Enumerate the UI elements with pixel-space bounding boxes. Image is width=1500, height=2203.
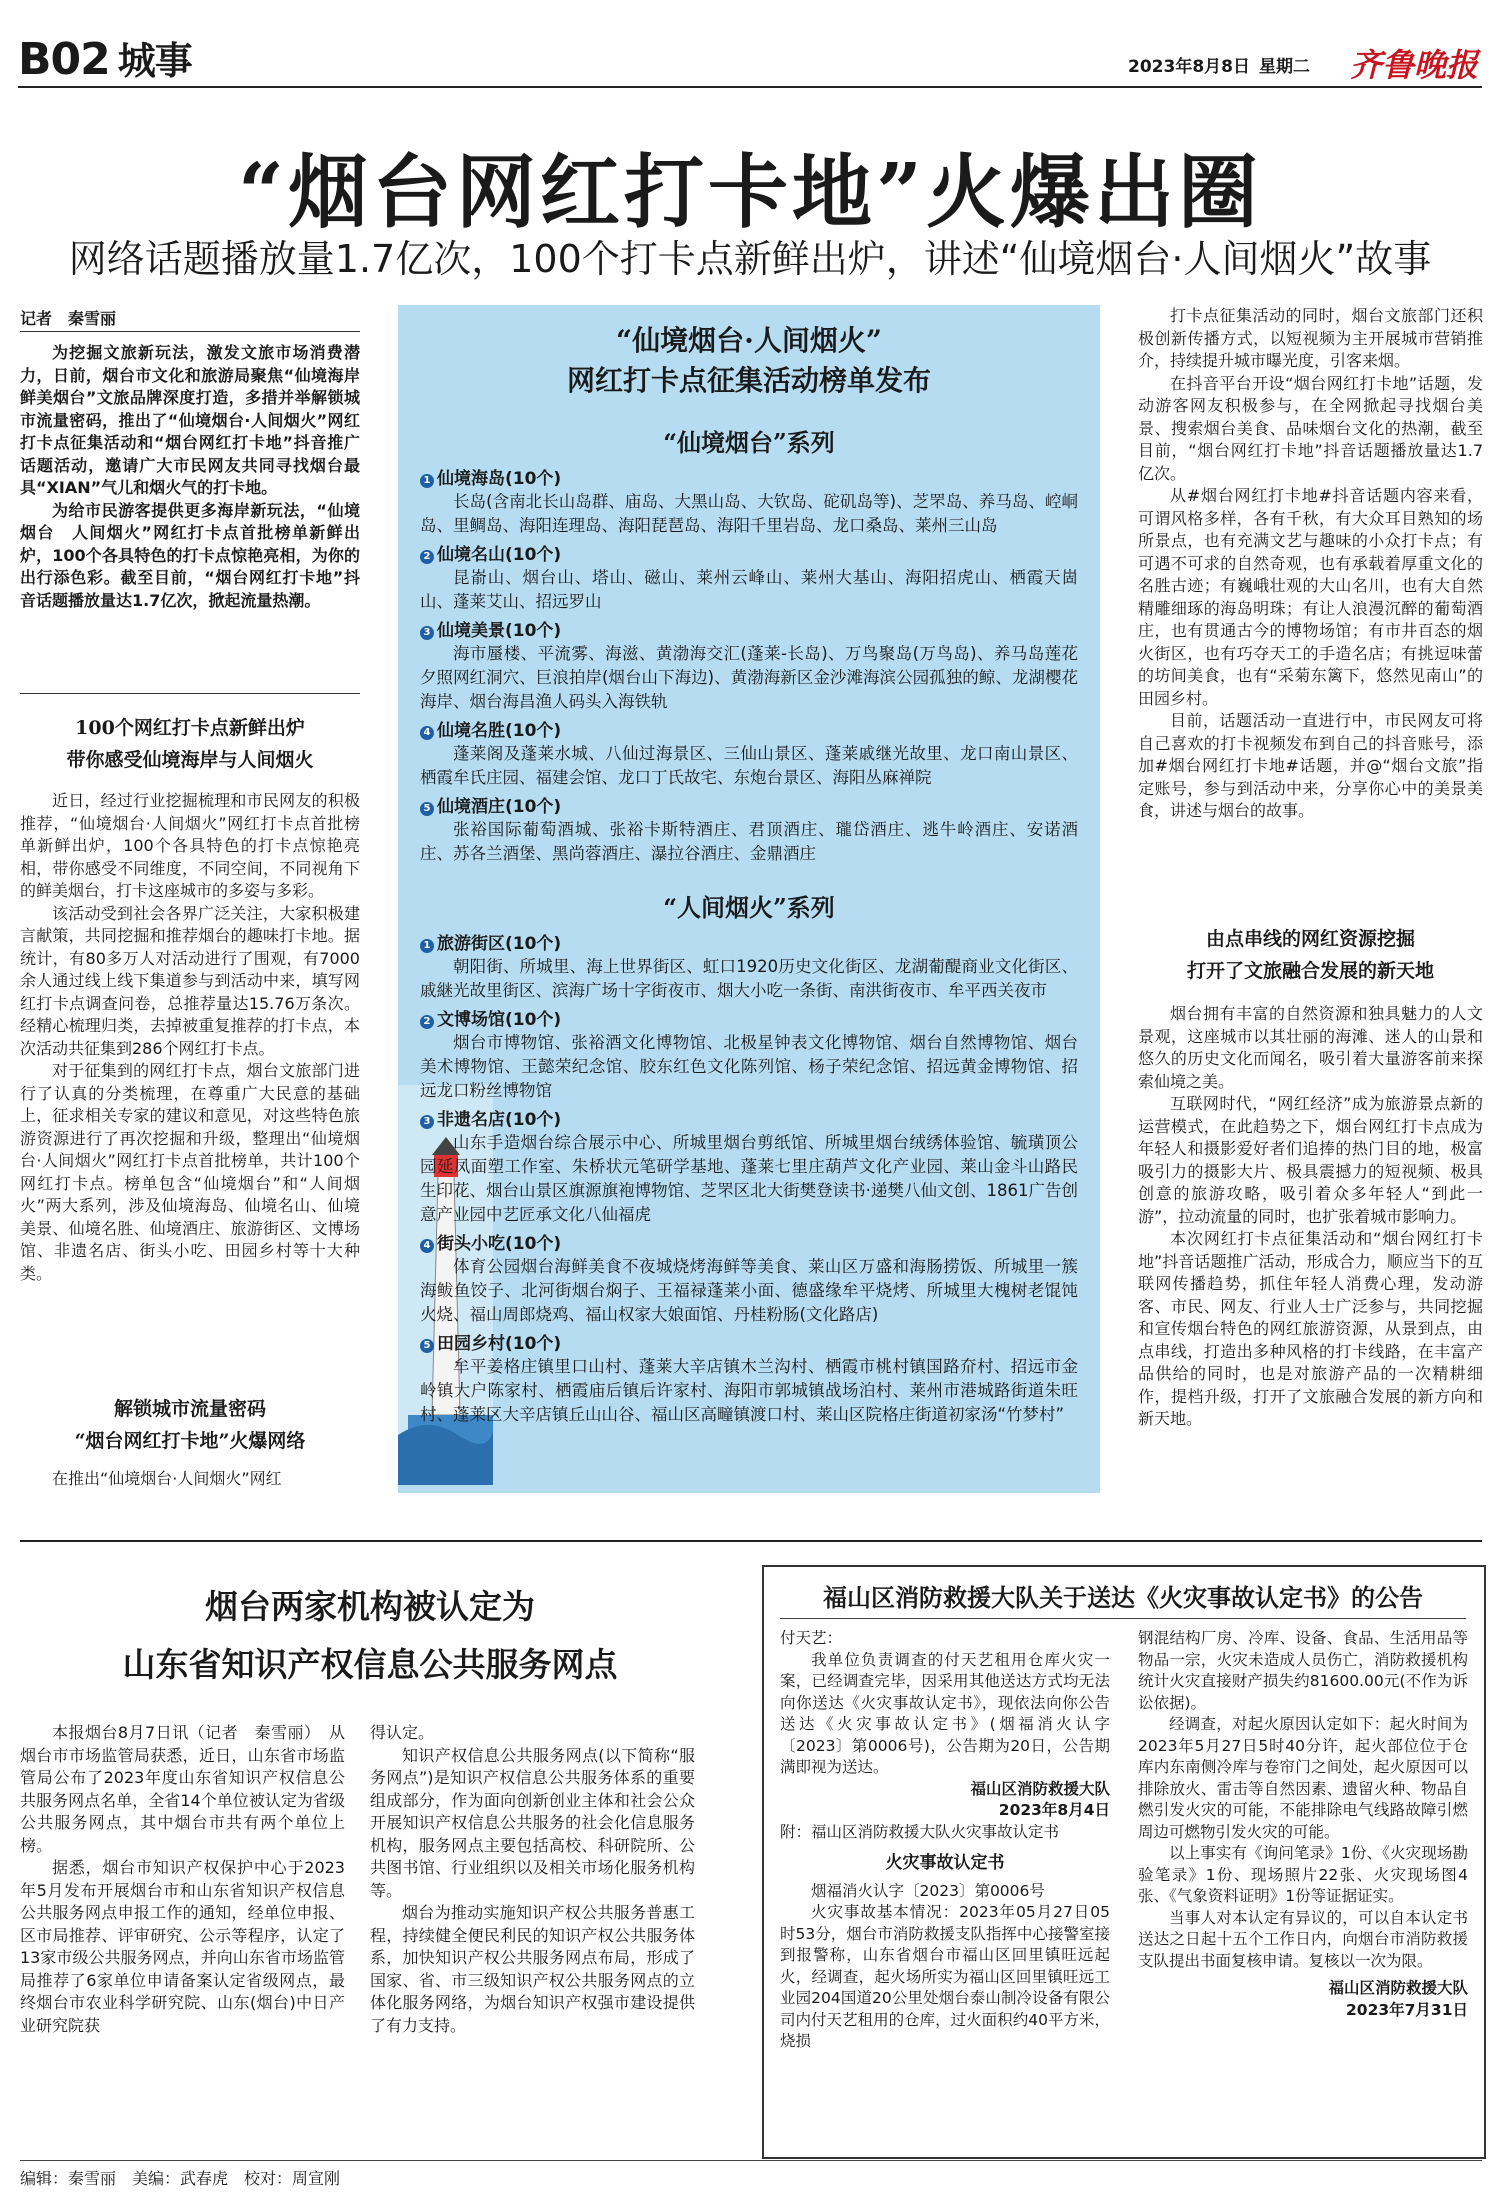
notice-p1: 我单位负责调查的付天艺租用仓库火灾一案，已经调查完毕，因采用其他送达方式均无法向你送达《火灾事故认定书》，现依法向你公告送达《火灾事故认定书》(烟福消火认字〔2023〕第0006号)，公告期为20日，公告期满即视为送达。 (780, 1650, 1110, 1776)
fire-notice-col1 (780, 1628, 1110, 2053)
lead-p1: 为挖掘文旅新玩法，激发文旅市场消费潜力，日前，烟台市文化和旅游局聚焦“仙境海岸 鲜美烟台”文旅品牌深度打造，多措并举解锁城市流量密码，推出了“仙境烟台·人间烟火”网红打卡点征集活动和“烟台网红打卡地”抖音推广话题活动，邀请广大市民网友共同寻找烟台最具“XIAN”气儿和烟火气的打卡地。 (20, 343, 377, 497)
subhead-1 (20, 712, 360, 776)
ip-article-title (20, 1578, 720, 1694)
footer-credits: 编辑：秦雪丽 美编：武春虎 校对：周宣刚 (20, 2169, 341, 2188)
body-left-2: 在推出“仙境烟台·人间烟火”网红 (52, 1469, 282, 1488)
number-bullet-icon: 2 (420, 1015, 434, 1029)
category-heading (420, 933, 1078, 955)
header-rule (18, 86, 1482, 88)
newspaper-logo: 齐鲁晚报 (1349, 46, 1478, 84)
subhead-right (1138, 923, 1483, 987)
body-left-p3: 对于征集到的网红打卡点，烟台文旅部门进行了认真的分类梳理，在尊重广大民意的基础上，征求相关专家的建议和意见，对这些特色旅游资源进行了再次挖掘和升级，整理出“仙境烟台·人间烟火”网红打卡点首批榜单，共计100个网红打卡点。榜单包含“仙境烟台”和“人间烟火”两大系列，涉及仙境海岛、仙境名山、仙境美景、仙境名胜、仙境酒庄、旅游街区、文博场馆、非遗名店、街头小吃、田园乡村等十大种类。 (20, 1061, 360, 1283)
category-heading (420, 1109, 1078, 1131)
subhead-right-line2: 打开了文旅融合发展的新天地 (1186, 960, 1434, 982)
body-right-p3: 从#烟台网红打卡地#抖音话题内容来看，可谓风格多样，各有千秋，有大众耳目熟知的场所景点，也有充满文艺与趣味的小众打卡点；有可遇不可求的自然奇观，也有承载着厚重文化的名胜古迹；有巍峨壮观的大山名川，也有大自然精雕细琢的海岛明珠；有让人浪漫沉醉的葡萄酒庄，也有贯通古今的博物场馆；有市井百态的烟火街区，也有巧夺天工的手造名店；有挑逗味蕾的坊间美食，也有“采菊东篱下，悠然见南山”的田园乡村。 (1138, 486, 1483, 708)
body-right-p7: 本次网红打卡点征集活动和“烟台网红打卡地”抖音话题推广活动，形成合力，顺应当下的互联网传播趋势，抓住年轻人消费心理，发动游客、市民、网友、行业人士广泛参与，共同挖掘和宣传烟台特色的网红旅游资源，从景到点，由点串线，打造出多种风格的打卡线路，在丰富产品供给的同时，也是对旅游产品的一次精耕细作，提档升级，打开了文旅融合发展的新方向和新天地。 (1138, 1229, 1483, 1428)
fire-notice-col2 (1138, 1628, 1468, 2021)
ranking-panel (398, 305, 1100, 1493)
subhead-2-line1: 解锁城市流量密码 (113, 1398, 266, 1420)
ip-p1: 本报烟台8月7日讯（记者 秦雪丽） 从烟台市市场监管局获悉，近日，山东省市场监管局公布了2023年度山东省知识产权信息公共服务网点名单，全省14个单位被认定为省级公共服务网点，其中烟台市共有两个单位上榜。 (20, 1723, 345, 1855)
lead-rule (20, 693, 360, 694)
issue-weekday: 星期二 (1259, 57, 1310, 77)
section-label: B02 城事 (18, 34, 192, 85)
headline-subtitle: 网络话题播放量1.7亿次，100个打卡点新鲜出炉，讲述“仙境烟台·人间烟火”故事 (68, 237, 1432, 281)
category-items: 张裕国际葡萄酒城、张裕卡斯特酒庄、君顶酒庄、瓏岱酒庄、逃牛岭酒庄、安诺酒庄、苏各兰酒堡、黑尚蓉酒庄、瀑拉谷酒庄、金鼎酒庄 (420, 820, 1078, 863)
category-items: 蓬莱阁及蓬莱水城、八仙过海景区、三仙山景区、蓬莱戚继光故里、龙口南山景区、栖霞牟氏庄园、福建会馆、龙口丁氏故宅、东炮台景区、海阳丛麻禅院 (420, 744, 1078, 787)
body-right-2 (1138, 1003, 1483, 1431)
headline-title: “烟台网红打卡地”火爆出圈 (237, 145, 1263, 239)
category-items: 山东手造烟台综合展示中心、所城里烟台剪纸馆、所城里烟台绒绣体验馆、毓璜顶公园延凤面塑工作室、朱桥状元笔研学基地、蓬莱七里庄葫芦文化产业园、莱山金斗山路民生印花、烟台山景区旗源旗袍博物馆、芝罘区北大街樊登读书·递樊八仙文创、1861广告创意产业园中艺匠承文化八仙福虎 (420, 1133, 1078, 1224)
notice-doc-title: 火灾事故认定书 (885, 1853, 1005, 1873)
panel-title-line1: “仙境烟台·人间烟火” (616, 324, 882, 357)
body-left-p2: 该活动受到社会各界广泛关注，大家积极建言献策，共同挖掘和推荐烟台的趣味打卡地。据统计，有80多万人对活动进行了围观，有7000余人通过线上线下集道参与到活动中来，填写网红打卡点调查问卷，总推荐量达15.76万条次。经精心梳理归类，去掉被重复推荐的打卡点，本次活动共征集到286个网红打卡点。 (20, 903, 360, 1058)
ip-p5: 烟台为推动实施知识产权公共服务普惠工程，持续健全便民利民的知识产权公共服务体系，加快知识产权公共服务网点布局，形成了国家、省、市三级知识产权公共服务网点的立体化服务网络，为烟台知识产权强市建设提供了有力支持。 (370, 1903, 695, 2035)
number-bullet-icon: 2 (420, 550, 434, 564)
notice-p6: 当事人对本认定有异议的，可以自本认定书送达之日起十五个工作日内，向烟台市消防救援支队提出书面复核申请。复核以一次为限。 (1138, 1908, 1468, 1970)
category-heading (420, 1233, 1078, 1255)
category-items: 长岛(含南北长山岛群、庙岛、大黑山岛、大钦岛、砣矶岛等)、芝罘岛、养马岛、崆峒岛、里鲷岛、海阳连理岛、海阳琵琶岛、海阳千里岩岛、龙口桑岛、莱州三山岛 (420, 492, 1078, 535)
notice-p5: 以上事实有《询问笔录》1份、《火灾现场勘验笔录》1份、现场照片22张、火灾现场图4张、《气象资料证明》1份等证据证实。 (1138, 1844, 1468, 1905)
subhead-2 (20, 1393, 360, 1457)
series-2-title: “人间烟火”系列 (663, 893, 835, 922)
category-items: 烟台市博物馆、张裕酒文化博物馆、北极星钟表文化博物馆、烟台自然博物馆、烟台美术博物馆、王懿荣纪念馆、胶东红色文化陈列馆、杨子荣纪念馆、招远黄金博物馆、招远龙口粉丝博物馆 (420, 1033, 1078, 1100)
ip-article-title-line1: 烟台两家机构被认定为 (205, 1587, 535, 1626)
number-bullet-icon: 1 (420, 474, 434, 488)
notice-doc-no: 烟福消火认字〔2023〕第0006号 (811, 1881, 1045, 1900)
category-items: 朝阳街、所城里、海上世界街区、虹口1920历史文化街区、龙湖葡醍商业文化街区、戚継光故里街区、滨海广场十字街夜市、烟大小吃一条街、南洪街夜市、牟平西关夜市 (420, 957, 1078, 1000)
category-name: 仙境酒庄(10个) (437, 797, 562, 817)
ip-p3: 得认定。 (370, 1723, 435, 1742)
notice-p4: 经调查，对起火原因认定如下：起火时间为2023年5月27日5时40分许，起火部位位于仓库内东南侧冷库与卷帘门之间处，起火原因可以排除放火、雷击等自然因素、遗留火种、物品自燃引发火灾的可能，不能排除电气线路故障引燃周边可燃物引发火灾的可能。 (1138, 1715, 1468, 1841)
category-name: 非遗名店(10个) (437, 1110, 562, 1130)
category-items: 昆嵛山、烟台山、塔山、磁山、莱州云峰山、莱州大基山、海阳招虎山、栖霞天崮山、蓬莱艾山、招远罗山 (420, 568, 1078, 611)
number-bullet-icon: 5 (420, 1339, 434, 1353)
number-bullet-icon: 4 (420, 1239, 434, 1253)
lead-paragraphs (20, 342, 377, 612)
category-heading (420, 1333, 1078, 1355)
ip-p4: 知识产权信息公共服务网点(以下简称“服务网点”)是知识产权信息公共服务体系的重要组成部分，作为面向创新创业主体和社会公众开展知识产权信息公共服务的社会化信息服务机构，服务网点主要包括高校、科研院所、公共图书馆、行业组织以及相关市场化服务机构等。 (370, 1745, 695, 1900)
series-2-list (420, 933, 1078, 1427)
category-heading (420, 620, 1078, 642)
category-name: 文博场馆(10个) (437, 1010, 562, 1030)
subhead-right-line1: 由点串线的网红资源挖掘 (1205, 928, 1415, 950)
category-name: 街头小吃(10个) (437, 1234, 562, 1254)
body-right-p1: 打卡点征集活动的同时，烟台文旅部门还积极创新传播方式，以短视频为主开展城市营销推介，持续提升城市曝光度，引客来烟。 (1138, 306, 1483, 370)
category-heading (420, 796, 1078, 818)
body-right-p4: 目前，话题活动一直进行中，市民网友可将自己喜欢的打卡视频发布到自己的抖音账号，添加#烟台网红打卡地#话题，并@“烟台文旅”指定账号，参与到活动中来，分享你心中的美景美食，讲述与烟台的故事。 (1138, 711, 1483, 820)
body-right-p5: 烟台拥有丰富的自然资源和独具魅力的人文景观，这座城市以其壮丽的海滩、迷人的山景和悠久的历史文化而闻名，吸引着大量游客前来探索仙境之美。 (1138, 1004, 1483, 1091)
section-divider (20, 1540, 1482, 1542)
notice-attachment: 附：福山区消防救援大队火灾事故认定书 (780, 1822, 1060, 1841)
body-left-p1: 近日，经过行业挖掘梳理和市民网友的积极推荐，“仙境烟台·人间烟火”网红打卡点首批榜单新鲜出炉，100个各具特色的打卡点惊艳亮相，带你感受不同维度，不同空间，不同视角下的鲜美烟台，打卡这座城市的多姿与多彩。 (20, 791, 360, 900)
notice-sign-1: 福山区消防救援大队 (970, 1779, 1110, 1798)
byline: 记者 秦雪丽 (20, 306, 360, 332)
subhead-1-line2: 带你感受仙境海岸与人间烟火 (66, 749, 314, 771)
category-name: 仙境海岛(10个) (437, 469, 562, 489)
series-1-title: “仙境烟台”系列 (663, 428, 835, 457)
subhead-2-line2: “烟台网红打卡地”火爆网络 (74, 1430, 306, 1452)
notice-title-rule (780, 1618, 1466, 1619)
subhead-1-line1: 100个网红打卡点新鲜出炉 (75, 717, 305, 739)
body-right-p2: 在抖音平台开设“烟台网红打卡地”话题，发动游客网友积极参与，在全网掀起寻找烟台美景、搜索烟台美食、品味烟台文化的热潮，截至目前，“烟台网红打卡地”抖音话题播放量达1.7亿次。 (1138, 373, 1483, 483)
panel-title-line2: 网红打卡点征集活动榜单发布 (566, 364, 931, 397)
category-name: 田园乡村(10个) (437, 1334, 562, 1354)
series-1-list (420, 468, 1078, 866)
notice-date-1: 2023年8月4日 (998, 1801, 1110, 1819)
fire-notice-title: 福山区消防救援大队关于送达《火灾事故认定书》的公告 (823, 1583, 1423, 1612)
category-items: 牟平姜格庄镇里口山村、蓬莱大辛店镇木兰沟村、栖霞市桃村镇国路夼村、招远市金岭镇大户陈家村、栖霞庙后镇后许家村、海阳市郭城镇战场泊村、莱州市港城路街道朱旺村、蓬莱区大辛店镇丘山山谷、福山区高疃镇渡口村、莱山区院格庄街道初家汤“竹梦村” (420, 1357, 1078, 1424)
notice-sign-2: 福山区消防救援大队 (1328, 1979, 1468, 1997)
body-left-1 (20, 790, 360, 1285)
number-bullet-icon: 3 (420, 1115, 434, 1129)
ip-p2: 据悉，烟台市知识产权保护中心于2023年5月发布开展烟台市和山东省知识产权信息公共服务网点申报工作的通知，经单位申报、区市局推荐、评审研究、公示等程序，认定了13家市级公共服务网点，并向山东省市场监管局推荐了6家单位申请备案认定省级网点，最终烟台市农业科学研究院、山东(烟台)中日产业研究院获 (20, 1858, 345, 2035)
category-name: 仙境名山(10个) (437, 545, 562, 565)
ip-article-col2 (370, 1722, 695, 2037)
category-name: 旅游街区(10个) (437, 934, 562, 954)
body-right-1 (1138, 305, 1483, 823)
ip-article-col1 (20, 1722, 345, 2037)
ip-article-title-line2: 山东省知识产权信息公共服务网点 (122, 1645, 618, 1684)
notice-p2: 火灾事故基本情况：2023年05月27日05时53分，烟台市消防救援支队指挥中心接警室接到报警称，山东省烟台市福山区回里镇旺远起火，经调查，起火场所实为福山区回里镇旺远工业园204国道20公里处烟台泰山制冷设备有限公司内付天艺租用的仓库，过火面积约40平方米，烧损 (780, 1903, 1110, 2050)
footer-rule (20, 2160, 1482, 2161)
number-bullet-icon: 3 (420, 626, 434, 640)
lead-p2: 为给市民游客提供更多海岸新玩法，“仙境烟台 人间烟火”网红打卡点首批榜单新鲜出炉，100个各具特色的打卡点惊艳亮相，为你的出行添色彩。截至目前，“烟台网红打卡地”抖音话题播放量达1.7亿次，掀起流量热潮。 (20, 500, 360, 610)
category-items: 海市蜃楼、平流雾、海滋、黄渤海交汇(蓬莱-长岛)、万鸟聚岛(万鸟岛)、养马岛莲花夕照网红洞穴、巨浪拍岸(烟台山下海边)、黄渤海新区金沙滩海滨公园孤独的鲸、龙湖樱花海岸、烟台海昌渔人码头入海铁轨 (420, 644, 1078, 711)
number-bullet-icon: 5 (420, 802, 434, 816)
category-items: 体育公园烟台海鲜美食不夜城烧烤海鲜等美食、莱山区万盛和海肠捞饭、所城里一簇海鲅鱼饺子、北河街烟台焖子、王福禄蓬莱小面、德盛缘牟平烧烤、所城里大槐树老馄饨火烧、福山周郎烧鸡、福山权家大娘面馆、丹桂粉肠(文化路店) (420, 1257, 1078, 1324)
category-heading (420, 720, 1078, 742)
category-heading (420, 468, 1078, 490)
notice-date-2: 2023年7月31日 (1346, 2000, 1468, 2019)
number-bullet-icon: 4 (420, 726, 434, 740)
number-bullet-icon: 1 (420, 939, 434, 953)
issue-date: 2023年8月8日 (1128, 57, 1250, 77)
notice-addressee: 付天艺： (780, 1629, 843, 1647)
category-name: 仙境名胜(10个) (437, 721, 562, 741)
category-heading (420, 544, 1078, 566)
category-heading (420, 1009, 1078, 1031)
body-right-p6: 互联网时代，“网红经济”成为旅游景点新的运营模式，在此趋势之下，烟台网红打卡点成为年轻人和摄影爱好者们追捧的热门目的地，极富吸引力的摄影大片、极具震撼力的短视频、极具创意的旅游攻略，吸引着众多年轻人“到此一游”，拉动流量的同时，也扩张着城市影响力。 (1138, 1094, 1483, 1226)
category-name: 仙境美景(10个) (437, 621, 562, 641)
notice-p3: 钢混结构厂房、冷库、设备、食品、生活用品等物品一宗，火灾未造成人员伤亡，消防救援机构统计火灾直接财产损失约81600.00元(不作为诉讼依据)。 (1138, 1629, 1468, 1712)
